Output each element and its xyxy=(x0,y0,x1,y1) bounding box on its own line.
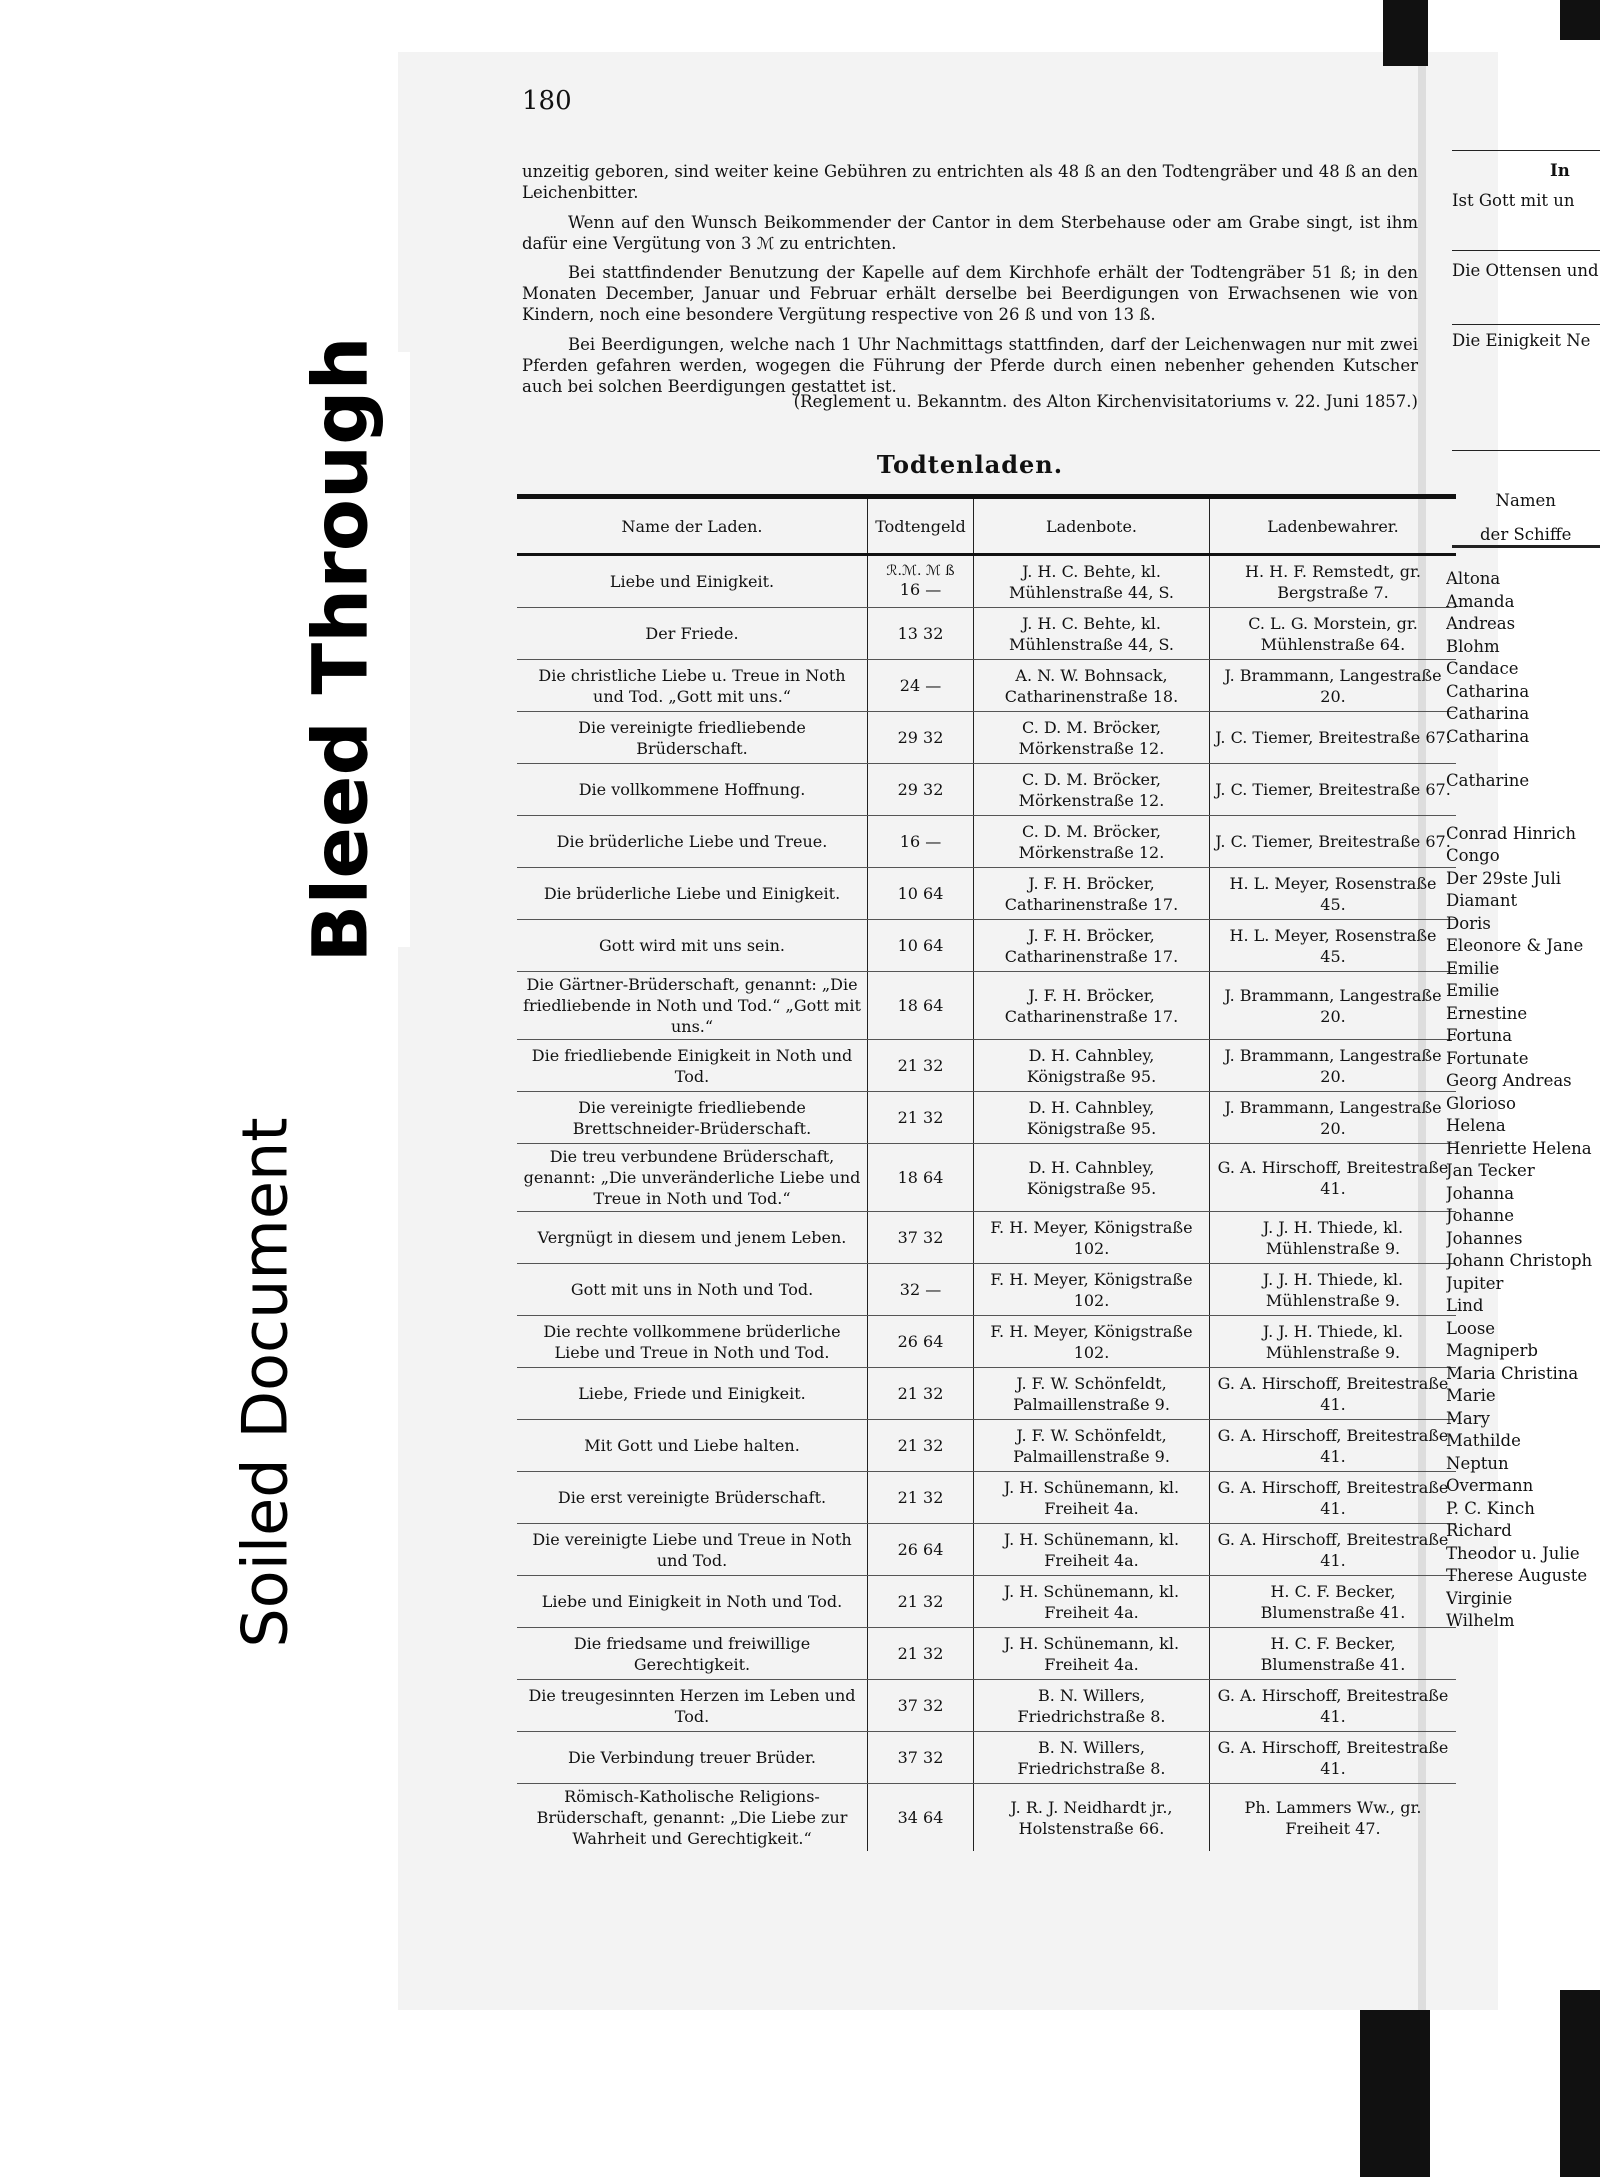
table-row xyxy=(517,1264,1456,1316)
cell-ladenbewahrer: J. C. Tiemer, Breitestraße 67. xyxy=(1210,764,1457,816)
ship-name: Magniperb xyxy=(1446,1341,1538,1360)
cell-ladenbewahrer: Ph. Lammers Ww., gr. Freiheit 47. xyxy=(1210,1784,1457,1852)
right-page-fragment: Ist Gott mit un xyxy=(1452,191,1575,210)
cell-ladenbewahrer: H. C. F. Becker, Blumenstraße 41. xyxy=(1210,1576,1457,1628)
cell-ladenbote: C. D. M. Bröcker, Mörkenstraße 12. xyxy=(974,764,1210,816)
cell-ladenbewahrer: J. Brammann, Langestraße 20. xyxy=(1210,972,1457,1040)
cell-todtengeld: 29 32 xyxy=(868,712,974,764)
table-row xyxy=(517,712,1456,764)
header-todtengeld: Todtengeld xyxy=(868,497,974,555)
ship-name: Eleonore & Jane xyxy=(1446,936,1584,955)
ship-name: Maria Christina xyxy=(1446,1363,1579,1383)
cell-name: Vergnügt in diesem und jenem Leben. xyxy=(517,1212,868,1264)
right-page-rule xyxy=(1452,150,1600,151)
ship-name: Overmann xyxy=(1446,1476,1534,1495)
cell-ladenbewahrer: G. A. Hirschoff, Breitestraße 41. xyxy=(1210,1732,1457,1784)
cell-ladenbote: J. H. C. Behte, kl. Mühlenstraße 44, S. xyxy=(974,555,1210,608)
cell-name: Gott wird mit uns sein. xyxy=(517,920,868,972)
right-page-rule xyxy=(1452,324,1600,325)
ship-name: Fortuna xyxy=(1446,1026,1513,1045)
ship-name: Emilie xyxy=(1446,958,1500,978)
table-row xyxy=(517,1144,1456,1212)
cell-ladenbewahrer: G. A. Hirschoff, Breitestraße 41. xyxy=(1210,1144,1457,1212)
paragraph-afternoon-burials: Bei Beerdigungen, welche nach 1 Uhr Nachmittags stattfinden, darf der Leichenwagen nur mit zwei Pferden gefahren werden, wogegen die Führung der Pferde durch einen nebenher gehenden Kutscher auch bei solchen Beerdigungen gestattet ist. xyxy=(522,334,1418,396)
cell-todtengeld: 37 32 xyxy=(868,1680,974,1732)
ship-name: Der 29ste Juli xyxy=(1446,868,1562,888)
section-title: Todtenladen. xyxy=(876,450,1064,479)
paragraph-cantor: Wenn auf den Wunsch Beikommender der Cantor in dem Sterbehause oder am Grabe singt, ist ihm dafür eine Vergütung von 3 ℳ zu entrichten. xyxy=(522,212,1418,253)
ship-name: P. C. Kinch xyxy=(1446,1498,1535,1518)
ship-name: Conrad Hinrich xyxy=(1446,823,1577,843)
ship-name: Mary xyxy=(1446,1408,1490,1428)
table-row xyxy=(517,920,1456,972)
scan-edge-bottom-right xyxy=(1560,1990,1600,2177)
header-ladenbewahrer: Ladenbewahrer. xyxy=(1210,497,1457,555)
cell-ladenbewahrer: J. C. Tiemer, Breitestraße 67. xyxy=(1210,712,1457,764)
cell-ladenbote: J. H. Schünemann, kl. Freiheit 4a. xyxy=(974,1576,1210,1628)
cell-name: Die vereinigte friedliebende Brüderschaft. xyxy=(517,712,868,764)
cell-ladenbote: D. H. Cahnbley, Königstraße 95. xyxy=(974,1040,1210,1092)
cell-todtengeld: 37 32 xyxy=(868,1212,974,1264)
ship-name: Congo xyxy=(1446,846,1500,865)
header-ladenbote: Ladenbote. xyxy=(974,497,1210,555)
ship-name: Glorioso xyxy=(1446,1093,1516,1113)
ship-name: Jupiter xyxy=(1446,1273,1504,1293)
cell-todtengeld: 37 32 xyxy=(868,1732,974,1784)
ship-name: Altona xyxy=(1446,569,1501,588)
cell-todtengeld: 26 64 xyxy=(868,1316,974,1368)
cell-ladenbote: J. H. Schünemann, kl. Freiheit 4a. xyxy=(974,1628,1210,1680)
cell-name: Die vollkommene Hoffnung. xyxy=(517,764,868,816)
ships-head-line: der Schiffe xyxy=(1480,525,1572,544)
cell-ladenbewahrer: H. L. Meyer, Rosenstraße 45. xyxy=(1210,868,1457,920)
ships-column-head xyxy=(1480,484,1571,552)
cell-name: Die friedsame und freiwillige Gerechtigkeit. xyxy=(517,1628,868,1680)
cell-ladenbote: J. F. H. Bröcker, Catharinenstraße 17. xyxy=(974,972,1210,1040)
cell-ladenbewahrer: J. C. Tiemer, Breitestraße 67. xyxy=(1210,816,1457,868)
cell-name: Römisch-Katholische Religions-Brüderschaft, genannt: „Die Liebe zur Wahrheit und Gerechtigkeit.“ xyxy=(536,1787,848,1848)
ship-name: Mathilde xyxy=(1446,1431,1521,1450)
cell-name: Mit Gott und Liebe halten. xyxy=(517,1420,868,1472)
cell-name: Die rechte vollkommene brüderliche Liebe und Treue in Noth und Tod. xyxy=(517,1316,868,1368)
ship-name: Henriette Helena xyxy=(1446,1138,1592,1158)
cell-name: Die erst vereinigte Brüderschaft. xyxy=(517,1472,868,1524)
cell-ladenbote: J. H. C. Behte, kl. Mühlenstraße 44, S. xyxy=(974,608,1210,660)
cell-ladenbewahrer: H. H. F. Remstedt, gr. Bergstraße 7. xyxy=(1210,555,1457,608)
cell-ladenbote: C. D. M. Bröcker, Mörkenstraße 12. xyxy=(974,816,1210,868)
cell-todtengeld: 21 32 xyxy=(868,1472,974,1524)
table-row xyxy=(517,816,1456,868)
cell-name: Liebe, Friede und Einigkeit. xyxy=(517,1368,868,1420)
table-row xyxy=(517,1040,1456,1092)
cell-todtengeld: 34 64 xyxy=(868,1784,974,1852)
cell-ladenbewahrer: J. Brammann, Langestraße 20. xyxy=(1210,660,1457,712)
right-page-fragment: In xyxy=(1550,161,1570,180)
cell-todtengeld xyxy=(868,555,974,608)
cell-todtengeld: 13 32 xyxy=(868,608,974,660)
cell-ladenbewahrer: H. L. Meyer, Rosenstraße 45. xyxy=(1210,920,1457,972)
ship-name: Amanda xyxy=(1446,591,1515,611)
table-row xyxy=(517,1784,1456,1852)
right-page-fragment: Die Einigkeit Ne xyxy=(1452,331,1591,350)
ship-name: Marie xyxy=(1446,1386,1496,1405)
ship-name: Richard xyxy=(1446,1521,1512,1540)
cell-ladenbote: J. F. H. Bröcker, Catharinenstraße 17. xyxy=(974,920,1210,972)
ship-name: Wilhelm xyxy=(1446,1611,1515,1630)
cell-ladenbote: J. R. J. Neidhardt jr., Holstenstraße 66. xyxy=(974,1784,1210,1852)
cell-ladenbewahrer: J. J. H. Thiede, kl. Mühlenstraße 9. xyxy=(1210,1212,1457,1264)
cell-ladenbote: J. F. W. Schönfeldt, Palmaillenstraße 9. xyxy=(974,1420,1210,1472)
cell-todtengeld: 32 — xyxy=(868,1264,974,1316)
todtenladen-table xyxy=(517,494,1456,1851)
cell-name: Die friedliebende Einigkeit in Noth und Tod. xyxy=(517,1040,868,1092)
cell-name: Die brüderliche Liebe und Treue. xyxy=(517,816,868,868)
cell-ladenbote: D. H. Cahnbley, Königstraße 95. xyxy=(974,1144,1210,1212)
ship-name-list xyxy=(1446,568,1600,1633)
table-row xyxy=(517,1316,1456,1368)
header-name: Name der Laden. xyxy=(517,497,868,555)
cell-name: Die vereinigte Liebe und Treue in Noth und Tod. xyxy=(517,1524,868,1576)
cell-todtengeld: 21 32 xyxy=(868,1368,974,1420)
cell-ladenbote: F. H. Meyer, Königstraße 102. xyxy=(974,1212,1210,1264)
ship-name: Neptun xyxy=(1446,1453,1509,1473)
table-row xyxy=(517,555,1456,608)
cell-ladenbote: A. N. W. Bohnsack, Catharinenstraße 18. xyxy=(974,660,1210,712)
cell-ladenbewahrer: G. A. Hirschoff, Breitestraße 41. xyxy=(1210,1524,1457,1576)
ship-name: Johann Christoph xyxy=(1446,1251,1593,1270)
cell-ladenbewahrer: C. L. G. Morstein, gr. Mühlenstraße 64. xyxy=(1210,608,1457,660)
cell-todtengeld: 18 64 xyxy=(868,1144,974,1212)
cell-ladenbewahrer: G. A. Hirschoff, Breitestraße 41. xyxy=(1210,1680,1457,1732)
cell-ladenbote: B. N. Willers, Friedrichstraße 8. xyxy=(974,1732,1210,1784)
cell-ladenbote: J. H. Schünemann, kl. Freiheit 4a. xyxy=(974,1524,1210,1576)
cell-name: Die christliche Liebe u. Treue in Noth und Tod. „Gott mit uns.“ xyxy=(517,660,868,712)
ship-name: Blohm xyxy=(1446,636,1500,656)
cell-name: Die Gärtner-Brüderschaft, genannt: „Die friedliebende in Noth und Tod.“ „Gott mit uns.“ xyxy=(517,972,868,1040)
cell-ladenbewahrer: H. C. F. Becker, Blumenstraße 41. xyxy=(1210,1628,1457,1680)
cell-ladenbote: J. F. W. Schönfeldt, Palmaillenstraße 9. xyxy=(974,1368,1210,1420)
ship-name: Catharina xyxy=(1446,726,1530,746)
table-row xyxy=(517,1524,1456,1576)
ships-head-line: Namen xyxy=(1495,491,1556,510)
cell-ladenbewahrer: G. A. Hirschoff, Breitestraße 41. xyxy=(1210,1472,1457,1524)
table-row xyxy=(517,660,1456,712)
cell-todtengeld: 10 64 xyxy=(868,868,974,920)
ship-name: Therese Auguste xyxy=(1446,1566,1588,1585)
right-page-rule xyxy=(1452,545,1600,548)
table-row xyxy=(517,972,1456,1040)
cell-todtengeld: 18 64 xyxy=(868,972,974,1040)
paragraph-chapel: Bei stattfindender Benutzung der Kapelle auf dem Kirchhofe erhält der Todtengräber 51 ß; in den Monaten December, Januar und Februar erhält derselbe bei Beerdigungen von Erwachsenen wie von Kindern, noch eine besondere Vergütung respective von 26 ß und von 13 ß. xyxy=(522,262,1418,324)
cell-name: Liebe und Einigkeit in Noth und Tod. xyxy=(517,1576,868,1628)
ship-name: Andreas xyxy=(1446,614,1516,633)
todtengeld-value: 16 — xyxy=(899,580,942,599)
ship-name: Johannes xyxy=(1446,1228,1523,1248)
cell-todtengeld: 21 32 xyxy=(868,1628,974,1680)
cell-ladenbote: F. H. Meyer, Königstraße 102. xyxy=(974,1316,1210,1368)
table-row xyxy=(517,1472,1456,1524)
cell-ladenbewahrer: J. J. H. Thiede, kl. Mühlenstraße 9. xyxy=(1210,1264,1457,1316)
ship-name: Fortunate xyxy=(1446,1048,1529,1068)
cell-todtengeld: 21 32 xyxy=(868,1420,974,1472)
ship-name: Johanne xyxy=(1446,1206,1515,1225)
ship-name: Theodor u. Julie xyxy=(1446,1543,1580,1563)
cell-todtengeld: 16 — xyxy=(868,816,974,868)
ship-name: Emilie xyxy=(1446,981,1500,1000)
table-row xyxy=(517,1368,1456,1420)
ship-name: Jan Tecker xyxy=(1446,1161,1535,1180)
cell-todtengeld: 24 — xyxy=(868,660,974,712)
table-row xyxy=(517,1576,1456,1628)
cell-name: Die vereinigte friedliebende Brettschneider-Brüderschaft. xyxy=(517,1092,868,1144)
cell-todtengeld: 26 64 xyxy=(868,1524,974,1576)
cell-todtengeld: 10 64 xyxy=(868,920,974,972)
table-row xyxy=(517,1628,1456,1680)
cell-ladenbote: C. D. M. Bröcker, Mörkenstraße 12. xyxy=(974,712,1210,764)
cell-name: Die Verbindung treuer Brüder. xyxy=(517,1732,868,1784)
table-row xyxy=(517,1212,1456,1264)
scan-edge-bottom xyxy=(1360,2010,1430,2177)
ship-name: Lind xyxy=(1446,1296,1484,1315)
cell-ladenbote: B. N. Willers, Friedrichstraße 8. xyxy=(974,1680,1210,1732)
cell-ladenbote: J. H. Schünemann, kl. Freiheit 4a. xyxy=(974,1472,1210,1524)
cell-todtengeld: 21 32 xyxy=(868,1040,974,1092)
paragraph-fees: unzeitig geboren, sind weiter keine Gebühren zu entrichten als 48 ß an den Todtengräber und 48 ß an den Leichenbitter. xyxy=(522,161,1418,202)
table-row xyxy=(517,868,1456,920)
ship-name: Candace xyxy=(1446,659,1519,678)
scan-edge-top-right xyxy=(1560,0,1600,40)
cell-name: Gott mit uns in Noth und Tod. xyxy=(517,1264,868,1316)
page-number: 180 xyxy=(522,86,572,116)
ship-name: Johanna xyxy=(1446,1183,1515,1203)
table-row xyxy=(517,1680,1456,1732)
cell-ladenbewahrer: J. Brammann, Langestraße 20. xyxy=(1210,1040,1457,1092)
currency-units: ℛ.ℳ. ℳ ß xyxy=(886,563,955,579)
bleed-through-label: Bleed Through xyxy=(270,352,410,947)
table-row xyxy=(517,608,1456,660)
cell-ladenbote: D. H. Cahnbley, Königstraße 95. xyxy=(974,1092,1210,1144)
cell-name: Der Friede. xyxy=(517,608,868,660)
cell-todtengeld: 21 32 xyxy=(868,1092,974,1144)
ship-name: Doris xyxy=(1446,913,1491,933)
ship-name: Georg Andreas xyxy=(1446,1071,1572,1090)
source-note: (Reglement u. Bekanntm. des Alton Kirchenvisitatoriums v. 22. Juni 1857.) xyxy=(793,392,1418,411)
ship-name: Catharina xyxy=(1446,704,1530,723)
right-page-fragment: Die Ottensen und xyxy=(1452,261,1599,280)
cell-name: Die treu verbundene Brüderschaft, genannt: „Die unveränderliche Liebe und Treue in Noth und Tod.“ xyxy=(517,1144,868,1212)
table-body xyxy=(517,555,1456,1852)
cell-todtengeld: 21 32 xyxy=(868,1576,974,1628)
table-header-row xyxy=(517,497,1456,555)
ship-name: Helena xyxy=(1446,1116,1506,1135)
cell-name: Die treugesinnten Herzen im Leben und Tod. xyxy=(517,1680,868,1732)
table-row xyxy=(517,1092,1456,1144)
right-page-rule xyxy=(1452,450,1600,451)
ship-name: Virginie xyxy=(1446,1588,1513,1608)
right-page-rule xyxy=(1452,250,1600,251)
cell-ladenbewahrer: G. A. Hirschoff, Breitestraße 41. xyxy=(1210,1368,1457,1420)
cell-name: Die brüderliche Liebe und Einigkeit. xyxy=(517,868,868,920)
cell-ladenbewahrer: J. J. H. Thiede, kl. Mühlenstraße 9. xyxy=(1210,1316,1457,1368)
ship-name: Loose xyxy=(1446,1318,1496,1338)
ship-name: Ernestine xyxy=(1446,1003,1528,1023)
cell-name: Liebe und Einigkeit. xyxy=(517,555,868,608)
ship-name: Diamant xyxy=(1446,891,1518,910)
table-row xyxy=(517,1420,1456,1472)
cell-ladenbote: F. H. Meyer, Königstraße 102. xyxy=(974,1264,1210,1316)
scan-edge-top xyxy=(1383,0,1428,66)
cell-todtengeld: 29 32 xyxy=(868,764,974,816)
cell-ladenbewahrer: J. Brammann, Langestraße 20. xyxy=(1210,1092,1457,1144)
ship-name: Catharine xyxy=(1446,771,1530,790)
table-row xyxy=(517,1732,1456,1784)
ship-name: Catharina xyxy=(1446,681,1530,701)
cell-ladenbote: J. F. H. Bröcker, Catharinenstraße 17. xyxy=(974,868,1210,920)
soiled-document-label: Soiled Document xyxy=(200,1072,330,1692)
table-row xyxy=(517,764,1456,816)
cell-ladenbewahrer: G. A. Hirschoff, Breitestraße 41. xyxy=(1210,1420,1457,1472)
